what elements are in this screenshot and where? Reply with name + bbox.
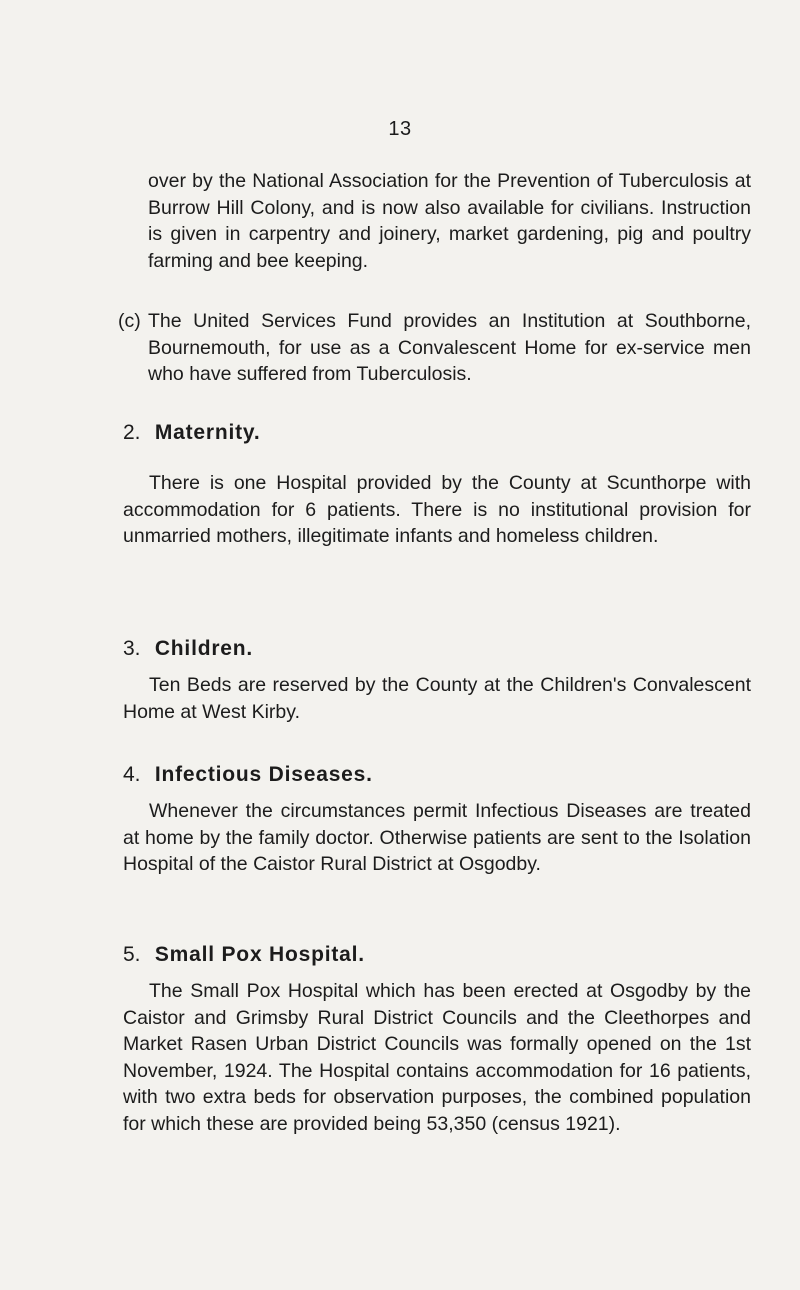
page-number: 13 <box>388 118 412 140</box>
item-c-paragraph: The United Services Fund provides an Institution at Southborne, Bournemouth, for use as a Convalescent Home for ex-service men who have suffered from Tuberculosis. <box>148 310 751 385</box>
section-heading-children <box>123 636 253 662</box>
section-paragraph-small-pox-hospital: The Small Pox Hospital which has been erected at Osgodby by the Caistor and Grimsby Rural District Councils and the Cleethorpes and Market Rasen Urban District Councils was formally opened on the 1st November, 1924. The Hospital contains accommodation for 16 patients, with two extra beds for observation purposes, the combined population for which these are provided being 53,350 (census 1921). <box>123 980 751 1135</box>
section-title: Children. <box>154 637 254 660</box>
section-title: Infectious Diseases. <box>154 763 373 786</box>
section-paragraph-children: Ten Beds are reserved by the County at the Children's Convalescent Home at West Kirby. <box>123 674 751 723</box>
continuation-paragraph: over by the National Association for the Prevention of Tuberculosis at Burrow Hill Colony, and is now also available for civilians. Instruction is given in carpentry and joinery, market gardening, pig and poultry farming and bee keeping. <box>148 170 751 272</box>
section-heading-infectious-diseases <box>123 762 373 788</box>
section-heading-small-pox-hospital <box>123 942 365 968</box>
item-c-label: (c) <box>118 310 141 332</box>
section-title: Small Pox Hospital. <box>154 943 365 966</box>
section-number: 5. <box>123 943 141 966</box>
section-paragraph-maternity: There is one Hospital provided by the County at Scunthorpe with accommodation for 6 patients. There is no institutional provision for unmarried mothers, illegitimate infants and homeless children. <box>123 472 751 547</box>
section-title: Maternity. <box>154 421 261 444</box>
section-heading-maternity <box>123 420 260 446</box>
section-number: 3. <box>123 637 141 660</box>
section-number: 2. <box>123 421 141 444</box>
section-number: 4. <box>123 763 141 786</box>
section-paragraph-infectious-diseases: Whenever the circumstances permit Infectious Diseases are treated at home by the family doctor. Otherwise patients are sent to the Isolation Hospital of the Caistor Rural District at Osgodby. <box>123 800 751 875</box>
